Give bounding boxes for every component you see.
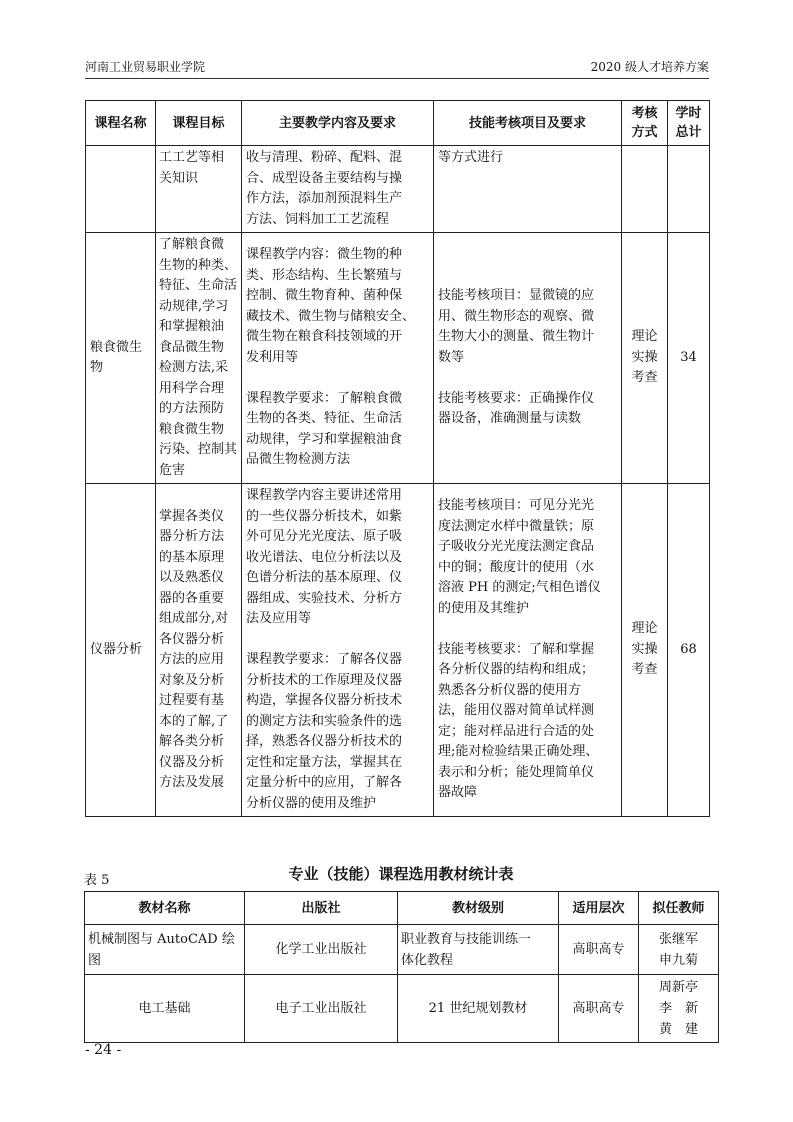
- col-header: 技能考核项目及要求: [434, 101, 622, 146]
- table-title: 专业（技能）课程选用教材统计表: [288, 865, 514, 883]
- course-hours: 34: [668, 233, 710, 484]
- course-content: 课程教学内容主要讲述常用 的一些仪器分析技术，如紫 外可见分光光度法、原子吸 收光谱法、电位分析法以及 色谱分析法的基本原理、仪 器组成、实验技术、分析方 法及应用等 课程教学要求：了解各仪器 分析技术的工作原理及仪器 构造，掌握各仪器分析技术 的测定方法和实验条件的选 择，熟悉各仪器分析技术的 定性和定量方法，掌握其在 定量分析中的应用，了解各 分析仪器的使用及维护: [242, 484, 434, 817]
- course-name: 仪器分析: [86, 484, 156, 817]
- publisher: 化学工业出版社: [245, 925, 398, 975]
- header-plan: 2020 级人才培养方案: [590, 60, 709, 74]
- textbook-name: 机械制图与 AutoCAD 绘 图: [85, 925, 245, 975]
- course-skill: 技能考核项目：显微镜的应 用、微生物形态的观察、微 生物大小的测量、微生物计 数等 技能考核要求：正确操作仪 器设备，准确测量与读数: [434, 233, 622, 484]
- col-header: 拟任教师: [639, 892, 719, 925]
- textbook-name: 电工基础: [85, 975, 245, 1043]
- applicable-tier: 高职高专: [559, 925, 639, 975]
- table-row: [85, 925, 719, 975]
- course-method: 理论 实操 考查: [622, 233, 668, 484]
- course-hours: [668, 146, 710, 233]
- textbook-level: 职业教育与技能训练一 体化教程: [398, 925, 559, 975]
- col-header: 出版社: [245, 892, 398, 925]
- course-content: 课程教学内容：微生物的种 类、形态结构、生长繁殖与 控制、微生物育种、菌种保 藏技术、微生物与储粮安全、 微生物在粮食科技领域的开 发利用等 课程教学要求：了解粮食微 生物的各类、特征、生命活 动规律，学习和掌握粮油食 品微生物检测方法: [242, 233, 434, 484]
- applicable-tier: 高职高专: [559, 975, 639, 1043]
- page-header: [85, 58, 709, 75]
- course-content: 收与清理、粉碎、配料、混 合、成型设备主要结构与操 作方法，添加剂预混料生产 方法、饲料加工工艺流程: [242, 146, 434, 233]
- table-header-row: [85, 892, 719, 925]
- course-skill: 等方式进行: [434, 146, 622, 233]
- teacher: 张继军 申九菊: [639, 925, 719, 975]
- page-body: [84, 100, 720, 1043]
- table-row: [85, 975, 719, 1043]
- course-goal: 工工艺等相 关知识: [156, 146, 242, 233]
- col-header: 学时 总计: [668, 101, 710, 146]
- table-row: [86, 146, 710, 233]
- course-skill: 技能考核项目：可见分光光 度法测定水样中微量铁；原 子吸收分光光度法测定食品 中的铜；酸度计的使用（水 溶液 PH 的测定;气相色谱仪 的使用及其维护 技能考核要求：了解和掌握 各分析仪器的结构和组成； 熟悉各分析仪器的使用方 法，能用仪器对简单试样测 定；能对样品进行合适的处 理;能对检验结果正确处理、 表示和分析；能处理简单仪 器故障: [434, 484, 622, 817]
- course-method: [622, 146, 668, 233]
- table-header-row: [86, 101, 710, 146]
- col-header: 主要教学内容及要求: [242, 101, 434, 146]
- table-row: [86, 484, 710, 817]
- header-school: 河南工业贸易职业学院: [85, 60, 206, 74]
- course-table: [85, 100, 710, 817]
- publisher: 电子工业出版社: [245, 975, 398, 1043]
- col-header: 教材名称: [85, 892, 245, 925]
- col-header: 适用层次: [559, 892, 639, 925]
- col-header: 教材级别: [398, 892, 559, 925]
- table-row: [86, 233, 710, 484]
- textbook-level: 21 世纪规划教材: [398, 975, 559, 1043]
- course-goal: 掌握各类仪 器分析方法 的基本原理 以及熟悉仪 器的各重要 组成部分,对 各仪器分析 方法的应用 对象及分析 过程要有基 本的了解,了 解各类分析 仪器及分析 方法及发展: [156, 484, 242, 817]
- teacher: 周新亭 李 新 黄 建: [639, 975, 719, 1043]
- course-method: 理论 实操 考查: [622, 484, 668, 817]
- course-name: 粮食微生 物: [86, 233, 156, 484]
- course-hours: 68: [668, 484, 710, 817]
- header-divider: [85, 78, 709, 79]
- col-header: 考核 方式: [622, 101, 668, 146]
- col-header: 课程目标: [156, 101, 242, 146]
- table-number: 表 5: [84, 873, 110, 888]
- page-number: - 24 -: [85, 1042, 122, 1058]
- table-caption: [84, 863, 718, 887]
- col-header: 课程名称: [86, 101, 156, 146]
- course-goal: 了解粮食微 生物的种类、 特征、生命活 动规律,学习 和掌握粮油 食品微生物 检测方法,采 用科学合理 的方法预防 粮食微生物 污染、控制其 危害: [156, 233, 242, 484]
- textbook-table: [84, 891, 719, 1043]
- course-name: [86, 146, 156, 233]
